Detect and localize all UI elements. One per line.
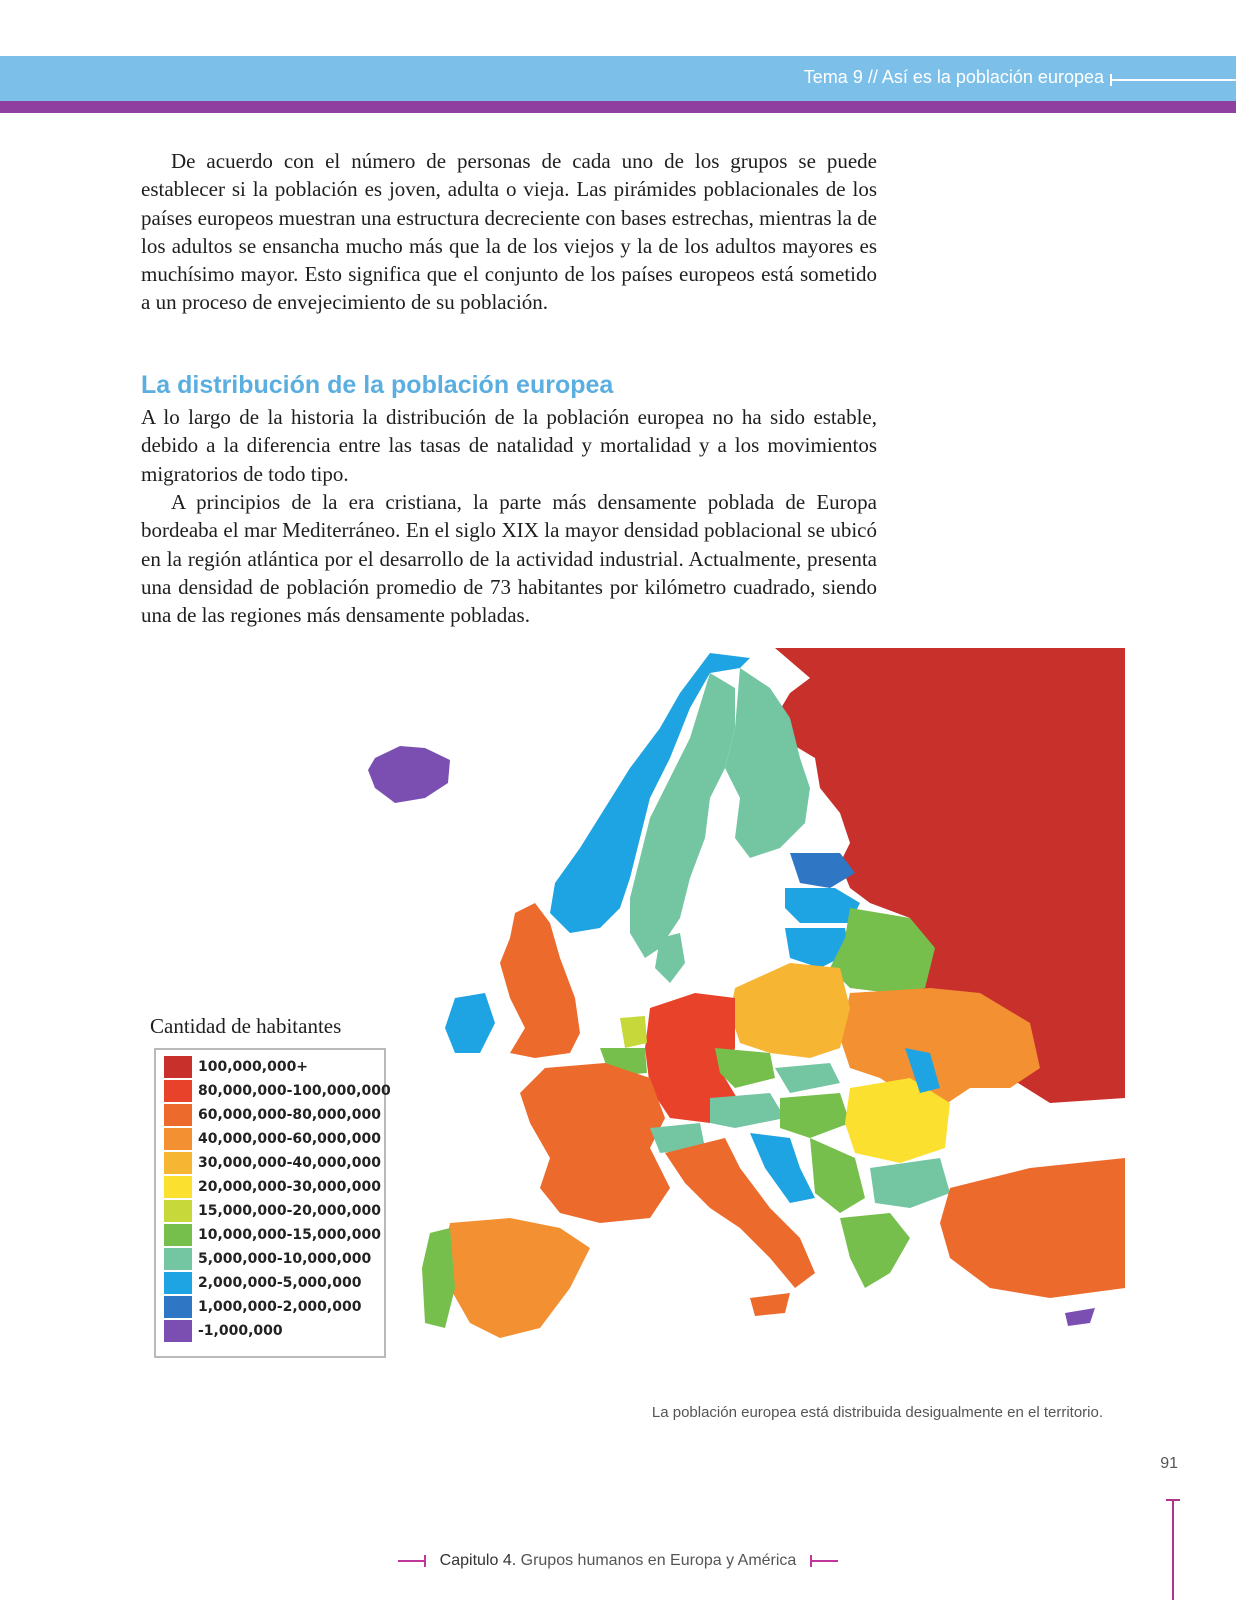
legend-swatch [164,1320,192,1342]
map-region-greece [840,1213,910,1288]
footer-rule-right [810,1560,838,1562]
legend-label: 30,000,000-40,000,000 [198,1155,381,1171]
legend-swatch [164,1224,192,1246]
legend-swatch [164,1080,192,1102]
footer-chapter-title: Grupos humanos en Europa y América [520,1552,797,1569]
map-region-iceland [368,746,450,803]
legend-item [164,1296,361,1318]
legend-label: 20,000,000-30,000,000 [198,1179,381,1195]
footer-rule-left [398,1560,426,1562]
legend-swatch [164,1296,192,1318]
legend-label: 1,000,000-2,000,000 [198,1299,362,1315]
legend-label: 80,000,000-100,000,000 [198,1083,391,1099]
legend-item [164,1104,381,1126]
legend-item [164,1176,381,1198]
legend-label: 60,000,000-80,000,000 [198,1107,381,1123]
map-region-poland [730,963,850,1058]
legend-label: 15,000,000-20,000,000 [198,1203,381,1219]
legend-item [164,1080,391,1102]
legend-swatch [164,1104,192,1126]
paragraph-density: A principios de la era cristiana, la parte más densamente poblada de Europa bordeaba el mar Mediterráneo. En el siglo XIX la mayor densidad poblacional se ubicó en la región atlántica por el desarrollo de la actividad industrial. Actualmente, presenta una densidad de población promedio de 73 habitantes por kilómetro cuadrado, siendo una de las regiones más densamente pobladas. [141,490,877,628]
map-region-france [520,1063,670,1223]
map-region-hungary [780,1093,850,1138]
header-stripe [0,101,1236,113]
legend-label: -1,000,000 [198,1323,283,1339]
legend-item [164,1128,381,1150]
header-title: Tema 9 // Así es la población europea [803,67,1104,87]
paragraph-history: A lo largo de la historia la distribución de la población europea no ha sido estable, debido a la diferencia entre las tasas de natalidad y mortalidad y a los movimientos migratorios de todo tipo. [141,405,877,486]
legend-title: Cantidad de habitantes [150,1014,342,1038]
legend-label: 2,000,000-5,000,000 [198,1275,362,1291]
paragraph-intro: De acuerdo con el número de personas de cada uno de los grupos se puede establecer si la población es joven, adulta o vieja. Las pirámides poblacionales de los países europeos muestran una estructura decreciente con bases estrechas, mientras la de los adultos se ensancha mucho más que la de los viejos y la de los adultos mayores es muchísimo mayor. Esto significa que el conjunto de los países europeos está sometido a un proceso de envejecimiento de su población. [141,149,877,315]
footer [0,1549,1236,1570]
map-region-netherlands [620,1016,647,1048]
legend-item [164,1200,381,1222]
legend-item [164,1056,308,1078]
map-region-spain [445,1218,590,1338]
section-heading: La distribución de la población europea [141,371,614,399]
legend-swatch [164,1128,192,1150]
legend-swatch [164,1176,192,1198]
map-legend [154,1048,391,1358]
map-region-bulgaria [870,1158,950,1208]
legend-swatch [164,1152,192,1174]
map-region-turkey [940,1158,1125,1298]
legend-swatch [164,1248,192,1270]
map-region-portugal [422,1228,455,1328]
legend-item [164,1272,361,1294]
legend-label: 40,000,000-60,000,000 [198,1131,381,1147]
legend-swatch [164,1200,192,1222]
page-number: 91 [1160,1455,1178,1472]
legend-label: 5,000,000-10,000,000 [198,1251,372,1267]
legend-label: 100,000,000+ [198,1059,309,1075]
map-region-cyprus [1065,1308,1095,1326]
legend-swatch [164,1272,192,1294]
legend-item [164,1248,371,1270]
map-region-croatia [750,1133,815,1203]
header-rule [1111,79,1236,81]
map-region-slovakia [775,1063,840,1093]
legend-item [164,1152,381,1174]
map-region-austria [710,1093,785,1128]
map-region-ireland [445,993,495,1053]
map-caption: La población europea está distribuida desigualmente en el territorio. [651,1404,1103,1421]
legend-item [164,1320,283,1342]
legend-swatch [164,1056,192,1078]
footer-chapter: Capitulo 4. [439,1552,517,1569]
legend-label: 10,000,000-15,000,000 [198,1227,381,1243]
map-region-sicily [750,1293,790,1316]
legend-item [164,1224,381,1246]
